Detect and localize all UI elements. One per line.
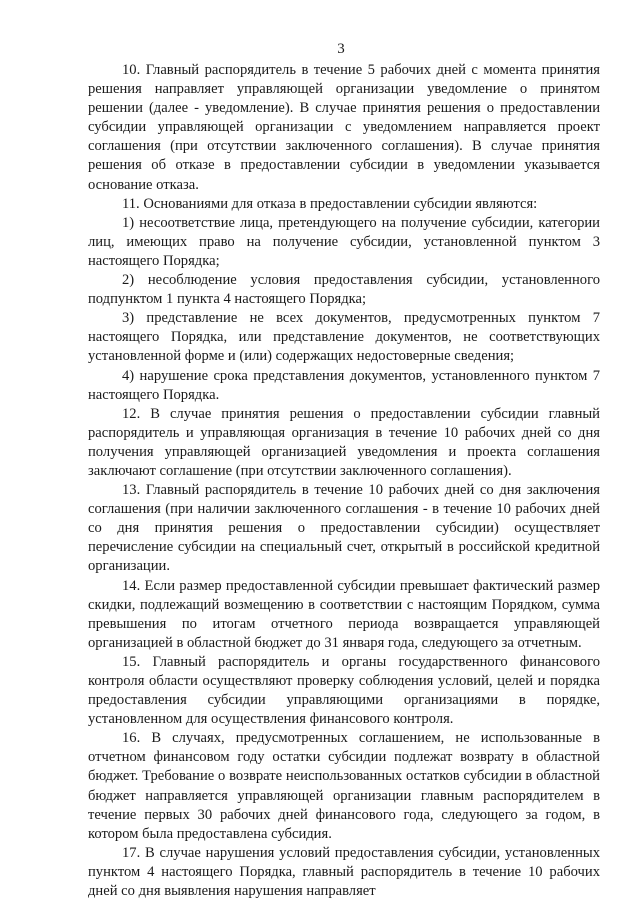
paragraph-11-item-1: 1) несоответствие лица, претендующего на получение субсидии, категории лиц, имеющих право на получение субсидии, установленной пунктом 3 настоящего Порядка; (88, 214, 600, 269)
paragraph-15: 15. Главный распорядитель и органы государственного финансового контроля области осуществляют проверку соблюдения условий, целей и порядка предоставления субсидии управляющими организациями в порядке, установленном для осуществления финансового контроля. (88, 653, 600, 728)
paragraph-17: 17. В случае нарушения условий предоставления субсидии, установленных пунктом 4 настоящего Порядка, главный распорядитель в течение 10 рабочих дней со дня выявления нарушения направляет (88, 844, 600, 900)
paragraph-11-item-4: 4) нарушение срока представления документов, установленного пунктом 7 настоящего Порядка. (88, 367, 600, 403)
paragraph-11-item-3: 3) представление не всех документов, предусмотренных пунктом 7 настоящего Порядка, или представление документов, не соответствующих установленной форме и (или) содержащих недостоверные сведения; (88, 310, 600, 365)
paragraph-13: 13. Главный распорядитель в течение 10 рабочих дней со дня заключения соглашения (при наличии заключенного соглашения - в течение 10 рабочих дней со дня принятия решения о предоставлении субсидии) осуществляет перечисление субсидии на специальный счет, открытый в российской кредитной организации. (88, 482, 600, 575)
paragraph-12: 12. В случае принятия решения о предоставлении субсидии главный распорядитель и управляющая организация в течение 10 рабочих дней со дня получения управляющей организацией уведомления и проекта соглашения заключают соглашение (при отсутствии заключенного соглашения). (88, 405, 600, 479)
paragraph-10: 10. Главный распорядитель в течение 5 рабочих дней с момента принятия решения направляет управляющей организации уведомление о принятом решении (далее - уведомление). В случае принятия решения о предоставлении субсидии управляющей организации с уведомлением направляется проект соглашения (при отсутствии заключенного соглашения). В случае принятия решения об отказе в предоставлении субсидии в уведомлении указывается основание отказа. (88, 62, 600, 193)
paragraph-11: 11. Основаниями для отказа в предоставлении субсидии являются: (122, 195, 538, 212)
paragraph-16: 16. В случаях, предусмотренных соглашением, не использованные в отчетном финансовом году остатки субсидии подлежат возврату в областной бюджет. Требование о возврате неиспользованных остатков субсидии в областной бюджет направляется управляющей организации главным распорядителем в течение первых 30 рабочих дней финансового года, следующего за годом, в котором была предоставлена субсидия. (88, 730, 600, 842)
paragraph-11-item-2: 2) несоблюдение условия предоставления субсидии, установленного подпунктом 1 пункта 4 настоящего Порядка; (88, 272, 600, 308)
paragraph-14: 14. Если размер предоставленной субсидии превышает фактический размер скидки, подлежащий возмещению в соответствии с настоящим Порядком, сумма превышения по итогам отчетного периода возвращается управляющей организацией в областной бюджет до 31 января года, следующего за отчетным. (88, 577, 600, 651)
page-number: 3 (337, 41, 345, 57)
